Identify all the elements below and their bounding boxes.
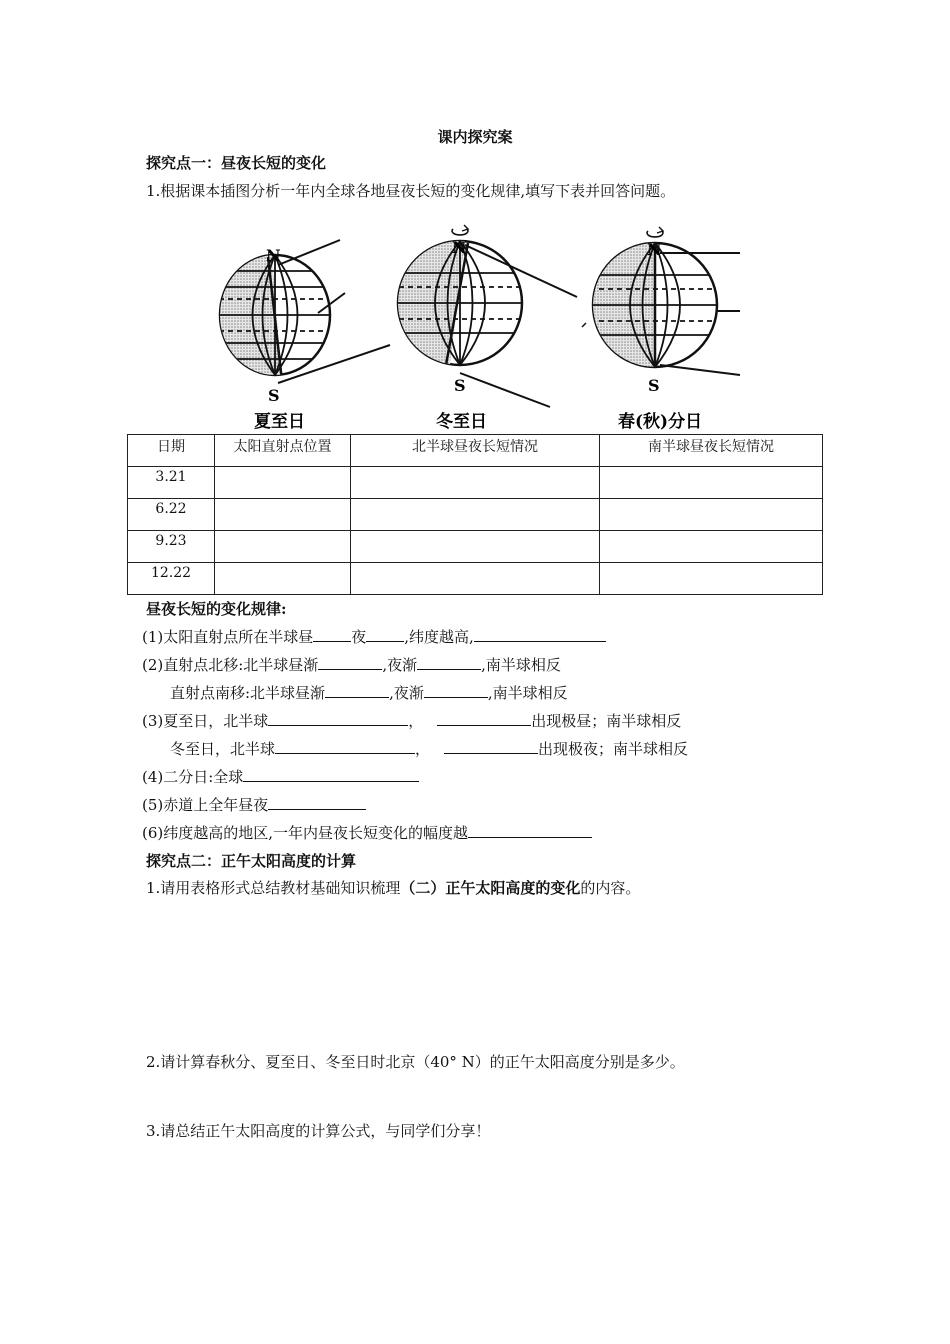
blank[interactable]	[268, 795, 366, 810]
blank[interactable]	[468, 823, 592, 838]
cell-blank[interactable]	[600, 531, 823, 563]
section2-question2: 2.请计算春秋分、夏至日、冬至日时北京（40° N）的正午太阳高度分别是多少。	[146, 1053, 685, 1071]
rule-5	[142, 794, 366, 815]
cell-blank[interactable]	[351, 499, 600, 531]
cell-blank[interactable]	[215, 563, 351, 595]
rule-4	[142, 766, 419, 787]
q1-text-a: 1.请用表格形式总结教材基础知识梳理	[146, 879, 401, 897]
blank[interactable]	[243, 767, 419, 782]
rule-1-text-b: 夜	[351, 628, 367, 646]
table-row	[128, 467, 823, 499]
header-south-hemisphere: 南半球昼夜长短情况	[600, 435, 823, 467]
caption-summer: 夏至日	[254, 412, 305, 432]
rule-3-text-b: ，	[408, 712, 424, 730]
rule-2-text-c: ,南半球相反	[481, 656, 561, 674]
rule-3	[142, 710, 681, 731]
rule-1-text-a: (1)太阳直射点所在半球昼	[142, 628, 314, 646]
row-date: 9.23	[128, 531, 215, 563]
section1-question1: 1.根据课本插图分析一年内全球各地昼夜长短的变化规律,填写下表并回答问题。	[146, 182, 676, 200]
globe-summer-solstice	[210, 240, 390, 405]
q1-text-c: 的内容。	[580, 879, 641, 897]
s-label: S	[268, 386, 280, 405]
row-date: 12.22	[128, 563, 215, 595]
n-label: N	[452, 238, 467, 257]
rule-3-text-d: 冬至日，北半球	[170, 740, 276, 758]
blank[interactable]	[437, 711, 531, 726]
blank[interactable]	[444, 739, 538, 754]
rule-6-text: (6)纬度越高的地区,一年内昼夜长短变化的幅度越	[142, 824, 469, 842]
blank[interactable]	[275, 739, 415, 754]
cell-blank[interactable]	[351, 531, 600, 563]
section2-question3: 3.请总结正午太阳高度的计算公式，与同学们分享！	[146, 1122, 491, 1140]
rule-2	[142, 654, 561, 675]
table-header-row	[128, 435, 823, 467]
cell-blank[interactable]	[600, 563, 823, 595]
blank[interactable]	[366, 627, 404, 642]
cell-blank[interactable]	[600, 467, 823, 499]
header-date: 日期	[128, 435, 215, 467]
rule-3b	[170, 738, 688, 759]
blank[interactable]	[474, 627, 606, 642]
rule-6	[142, 822, 592, 843]
n-label: N	[647, 240, 662, 259]
cell-blank[interactable]	[600, 499, 823, 531]
rule-2-text-d: 直射点南移:北半球昼渐	[170, 684, 326, 702]
rule-1-text-c: ,纬度越高,	[404, 628, 474, 646]
rule-2b	[170, 682, 568, 703]
rule-3-text-c: 出现极昼；南半球相反	[531, 712, 682, 730]
rule-3-text-b: ，	[415, 740, 431, 758]
rule-3-text-a: (3)夏至日，北半球	[142, 712, 269, 730]
rule-2-text-a: (2)直射点北移:北半球昼渐	[142, 656, 319, 674]
globe-winter-solstice	[390, 225, 577, 407]
table-row	[128, 563, 823, 595]
section2-heading: 探究点二：正午太阳高度的计算	[146, 852, 357, 870]
cell-blank[interactable]	[351, 563, 600, 595]
globe-equinox	[582, 227, 740, 395]
row-date: 3.21	[128, 467, 215, 499]
section1-heading: 探究点一：昼夜长短的变化	[146, 154, 327, 172]
globes-figure	[210, 215, 750, 433]
rule-2-text-b: ,夜渐	[389, 684, 424, 702]
caption-equinox: 春(秋)分日	[618, 412, 703, 432]
header-subsolar-point: 太阳直射点位置	[215, 435, 351, 467]
cell-blank[interactable]	[215, 467, 351, 499]
day-night-table	[127, 434, 823, 595]
row-date: 6.22	[128, 499, 215, 531]
cell-blank[interactable]	[215, 531, 351, 563]
rule-3-text-e: 出现极夜；南半球相反	[538, 740, 689, 758]
cell-blank[interactable]	[215, 499, 351, 531]
s-label: S	[648, 376, 660, 395]
blank[interactable]	[318, 655, 382, 670]
q1-text-b: （二）正午太阳高度的变化	[400, 879, 581, 897]
header-north-hemisphere: 北半球昼夜长短情况	[351, 435, 600, 467]
table-row	[128, 499, 823, 531]
cell-blank[interactable]	[351, 467, 600, 499]
caption-winter: 冬至日	[436, 412, 487, 432]
rule-1	[142, 626, 606, 647]
blank[interactable]	[417, 655, 481, 670]
n-label: N	[266, 246, 281, 265]
rule-5-text: (5)赤道上全年昼夜	[142, 796, 269, 814]
page-title: 课内探究案	[437, 128, 513, 146]
blank[interactable]	[325, 683, 389, 698]
table-row	[128, 531, 823, 563]
rules-heading: 昼夜长短的变化规律:	[146, 600, 287, 618]
rule-2-text-b: ,夜渐	[382, 656, 418, 674]
s-label: S	[454, 376, 466, 395]
section2-question1	[146, 877, 640, 898]
rule-4-text: (4)二分日:全球	[142, 768, 244, 786]
blank[interactable]	[268, 711, 408, 726]
rule-2-text-c: ,南半球相反	[487, 684, 568, 702]
blank[interactable]	[313, 627, 351, 642]
blank[interactable]	[424, 683, 488, 698]
